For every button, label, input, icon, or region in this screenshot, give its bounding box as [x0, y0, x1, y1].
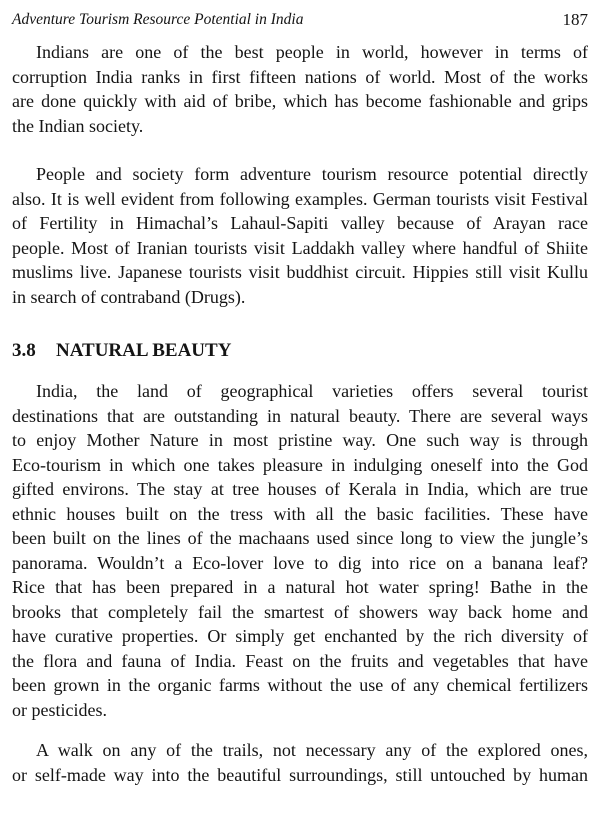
section-number: 3.8 [12, 340, 36, 361]
text-line: have curative properties. Or simply get enchanted by the rich diversity of [12, 626, 588, 646]
paragraph-people-society [12, 162, 588, 309]
text-line: are done quickly with aid of bribe, which has become fashionable and grips [12, 91, 588, 111]
section-title: NATURAL BEAUTY [56, 340, 232, 361]
paragraph-walk-trails [12, 738, 588, 787]
text-line: Indians are one of the best people in world, however in terms of [36, 42, 588, 62]
text-line: muslims live. Japanese tourists visit buddhist circuit. Hippies still visit Kullu [12, 262, 588, 282]
paragraph-corruption [12, 40, 588, 138]
text-line: to enjoy Mother Nature in most pristine way. One such way is through [12, 430, 588, 450]
text-line: or self-made way into the beautiful surroundings, still untouched by human [12, 764, 588, 785]
section-heading [12, 339, 231, 363]
text-line: or pesticides. [12, 699, 107, 720]
text-line: in search of contraband (Drugs). [12, 286, 246, 307]
text-line: corruption India ranks in first fifteen nations of world. Most of the works [12, 66, 588, 87]
text-line: been built on the lines of the machaans used since long to view the jungle’s [12, 528, 588, 548]
text-line: the flora and fauna of India. Feast on the fruits and vegetables that have [12, 650, 588, 671]
text-line: A walk on any of the trails, not necessary any of the explored ones, [36, 740, 588, 760]
text-line: People and society form adventure tourism resource potential directly [36, 164, 588, 184]
paragraph-natural-beauty [12, 379, 588, 722]
text-line: people. Most of Iranian tourists visit Laddakh valley where handful of Shiite [12, 237, 588, 258]
text-line: gifted environs. The stay at tree houses of Kerala in India, which are true [12, 479, 588, 499]
text-line: India, the land of geographical varieties offers several tourist [36, 381, 588, 401]
text-line: ethnic houses built on the tress with all the basic facilities. These have [12, 503, 588, 524]
text-line: been grown in the organic farms without the use of any chemical fertilizers [12, 675, 588, 695]
page-number: 187 [562, 10, 588, 29]
text-line: panorama. Wouldn’t a Eco-lover love to dig into rice on a banana leaf? [12, 552, 588, 573]
text-line: the Indian society. [12, 115, 144, 136]
text-line: brooks that completely fail the smartest of showers way back home and [12, 601, 588, 622]
text-line: of Fertility in Himachal’s Lahaul-Sapiti valley because of Arayan race [12, 213, 588, 233]
running-head-title: Adventure Tourism Resource Potential in India [12, 11, 304, 28]
text-line: Rice that has been prepared in a natural hot water spring! Bathe in the [12, 577, 588, 597]
text-line: destinations that are outstanding in natural beauty. There are several ways [12, 405, 588, 426]
text-line: also. It is well evident from following examples. German tourists visit Festival [12, 188, 588, 209]
text-line: Eco-tourism in which one takes pleasure in indulging oneself into the God [12, 454, 588, 475]
